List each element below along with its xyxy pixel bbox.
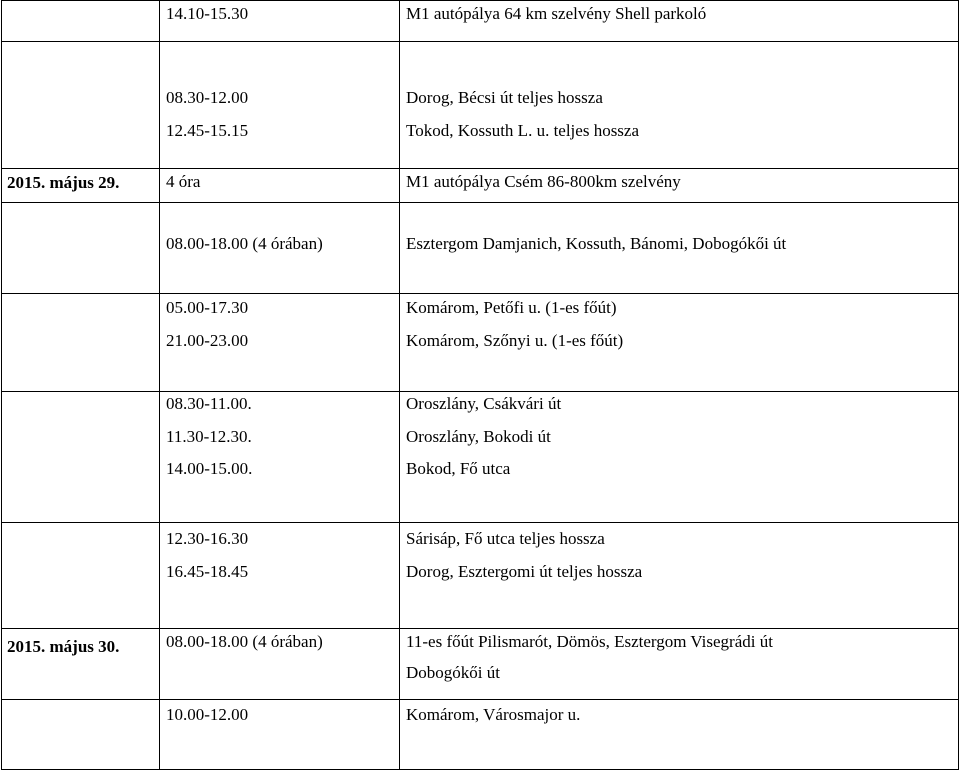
date-cell <box>2 1 160 42</box>
time-text: 05.00-17.30 <box>166 298 249 317</box>
location-text: Tokod, Kossuth L. u. teljes hossza <box>406 121 640 140</box>
location-cell <box>400 523 959 629</box>
schedule-table <box>1 0 959 770</box>
location-cell <box>400 294 959 392</box>
table-row <box>2 1 959 42</box>
date-cell <box>2 294 160 392</box>
location-cell <box>400 700 959 770</box>
location-cell <box>400 1 959 42</box>
location-text: Dorog, Esztergomi út teljes hossza <box>406 562 643 581</box>
date-cell <box>2 392 160 523</box>
time-cell <box>160 42 400 169</box>
time-cell <box>160 700 400 770</box>
location-text: Komárom, Petőfi u. (1-es főút) <box>406 298 617 317</box>
date-text: 2015. május 30. <box>7 637 120 656</box>
location-text: Sárisáp, Fő utca teljes hossza <box>406 529 605 548</box>
date-cell <box>2 203 160 294</box>
time-cell <box>160 392 400 523</box>
time-text: 10.00-12.00 <box>166 705 249 724</box>
time-cell <box>160 294 400 392</box>
schedule-body <box>2 1 959 770</box>
location-text: Dobogókői út <box>406 663 500 682</box>
location-text: M1 autópálya 64 km szelvény Shell parkoló <box>406 4 707 23</box>
location-cell <box>400 169 959 203</box>
table-row <box>2 42 959 169</box>
time-text: 21.00-23.00 <box>166 331 249 350</box>
location-text: Komárom, Szőnyi u. (1-es főút) <box>406 331 624 350</box>
location-text: Komárom, Városmajor u. <box>406 705 581 724</box>
time-text: 08.00-18.00 (4 órában) <box>166 234 323 253</box>
location-cell <box>400 203 959 294</box>
time-cell <box>160 1 400 42</box>
date-cell <box>2 523 160 629</box>
time-text: 12.30-16.30 <box>166 529 249 548</box>
table-row <box>2 294 959 392</box>
table-row <box>2 169 959 203</box>
table-row <box>2 629 959 700</box>
location-text: 11-es főút Pilismarót, Dömös, Esztergom Visegrádi út <box>406 632 773 651</box>
date-text: 2015. május 29. <box>7 173 120 192</box>
time-text: 4 óra <box>166 172 201 191</box>
table-row <box>2 700 959 770</box>
date-cell <box>2 700 160 770</box>
time-cell <box>160 523 400 629</box>
location-text: Esztergom Damjanich, Kossuth, Bánomi, Dobogókői út <box>406 234 787 253</box>
time-text: 08.00-18.00 (4 órában) <box>166 632 323 651</box>
date-cell <box>2 169 160 203</box>
time-text: 16.45-18.45 <box>166 562 249 581</box>
location-text: Bokod, Fő utca <box>406 459 511 478</box>
table-row <box>2 523 959 629</box>
time-text: 08.30-11.00. <box>166 394 252 413</box>
table-row <box>2 392 959 523</box>
time-cell <box>160 203 400 294</box>
time-text: 14.10-15.30 <box>166 4 249 23</box>
time-cell <box>160 169 400 203</box>
location-cell <box>400 392 959 523</box>
table-row <box>2 203 959 294</box>
date-cell <box>2 629 160 700</box>
location-cell <box>400 42 959 169</box>
time-text: 14.00-15.00. <box>166 459 253 478</box>
date-cell <box>2 42 160 169</box>
location-cell <box>400 629 959 700</box>
location-text: Dorog, Bécsi út teljes hossza <box>406 88 603 107</box>
location-text: M1 autópálya Csém 86-800km szelvény <box>406 172 681 191</box>
location-text: Oroszlány, Csákvári út <box>406 394 562 413</box>
time-cell <box>160 629 400 700</box>
location-text: Oroszlány, Bokodi út <box>406 427 551 446</box>
time-text: 12.45-15.15 <box>166 121 249 140</box>
time-text: 08.30-12.00 <box>166 88 249 107</box>
time-text: 11.30-12.30. <box>166 427 252 446</box>
